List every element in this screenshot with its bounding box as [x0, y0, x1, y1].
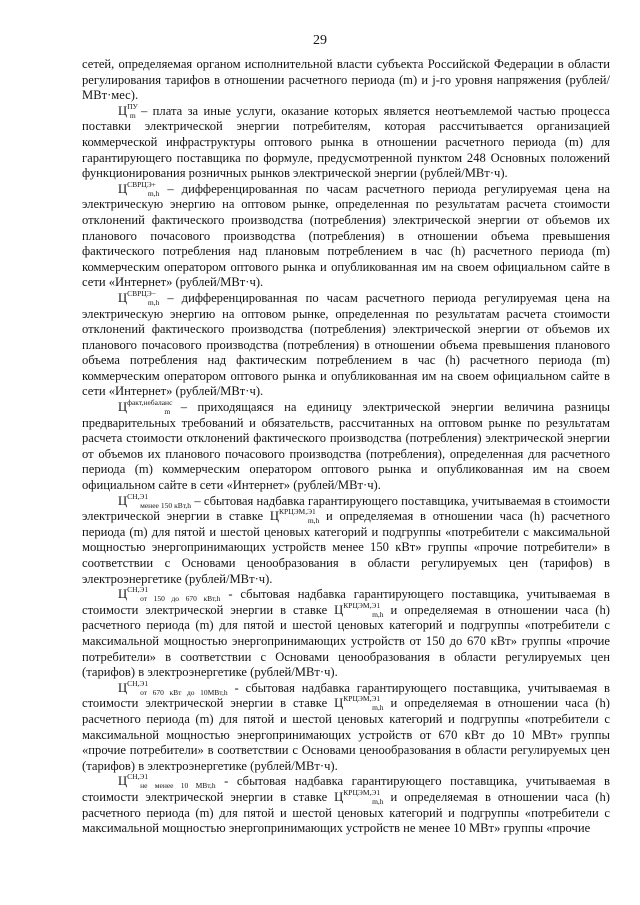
formula-symbol: $Ц^{СН,Э1}_{менее 150 кВт,h}$	[118, 491, 192, 510]
definition-text-cont: и определяемая в отношении часа (h) расчетного периода (m) для пятой и шестой ценовых категорий и подгруппы «потребители с максимальной мощностью энергопринимающих устройств от 150 до 670 кВт» группы «прочие потребители» в соответствии с Основами ценообразования в области регулируемых цен (тарифов) в электроэнергетике (рублей/МВт·ч).	[82, 602, 610, 680]
formula-symbol-inline: $^{КРЦЭМ,Э1}_{m,h}$	[279, 507, 320, 526]
definition-sn-670-10mw	[82, 678, 611, 775]
definition-text: – сбытовая надбавка гарантирующего поставщика, учитываемая в стоимости электрической энергии в ставке Ц	[82, 493, 611, 524]
formula-symbol: $Ц^{СВРЦЭ+}_{m,h}$	[118, 179, 160, 198]
formula-symbol-inline: $^{КРЦЭМ,Э1}_{m,h}$	[343, 694, 384, 713]
formula-symbol: $Ц^{факт,небаланс}_m$	[118, 398, 173, 417]
definition-text: – приходящаяся на единицу электрической энергии величина разницы предварительных требований и обязательств, рассчитанных на оптовом рынке по результатам расчета стоимости отклонений фактического производства (потребления) электрической энергии от объемов их планового почасового производства (потребления), определенная для расчетного периода (m) коммерческим оператором оптового рынка и опубликованная им на своем официальном сайте в сети «Интернет» (рублей/МВт·ч).	[82, 400, 610, 493]
definition-text: – дифференцированная по часам расчетного периода регулируемая цена на электрическую энергию на оптовом рынке, определенная по результатам расчета стоимости отклонений фактического производства (потребления) электрической энергии от объемов их планового почасового производства (потребления) в отношении объема превышения планового объема потребления над фактическим потреблением в час (h) расчетного периода (m) коммерческим оператором оптового рынка и опубликованная им на своем официальном сайте в сети «Интернет» (рублей/МВт·ч).	[82, 290, 610, 399]
definition-svrce-plus	[82, 179, 610, 291]
document-body	[82, 57, 610, 837]
formula-symbol: $Ц^{СН,Э1}_{от 150 до 670 кВт,h}$	[118, 585, 221, 604]
definition-pu	[82, 101, 610, 182]
definition-text-cont: и определяемая в отношении часа (h) расчетного периода (m) для пятой и шестой ценовых категорий и подгруппы «потребители с максимальной мощностью энергопринимающих устройств не менее 10 МВт» группы «прочие	[82, 789, 610, 836]
paragraph-text: сетей, определяемая органом исполнительной власти субъекта Российской Федерации в области регулирования тарифов в отношении расчетного периода (m) и j-го уровня напряжения (рублей/МВт·мес).	[82, 57, 610, 103]
definition-sn-less-150	[82, 491, 611, 588]
formula-symbol: $Ц^{ПУ}_m$	[118, 101, 138, 120]
paragraph-continuation	[82, 57, 610, 104]
formula-symbol: $Ц^{СН,Э1}_{не менее 10 МВт,h}$	[118, 772, 216, 791]
definition-svrce-minus	[82, 288, 610, 400]
definition-sn-150-670	[82, 587, 610, 681]
definition-fact-nebalans	[82, 400, 610, 494]
definition-text: - сбытовая надбавка гарантирующего поставщика, учитываемая в стоимости электрической энергии в ставке Ц	[82, 680, 611, 711]
formula-symbol-inline: $^{КРЦЭМ,Э1}_{m,h}$	[343, 787, 384, 806]
definition-sn-10mw-plus	[82, 774, 610, 836]
definition-text: – плата за иные услуги, оказание которых является неотъемлемой частью процесса поставки электрической энергии потребителям, которая рассчитывается организацией коммерческой инфраструктуры оптового рынка в отношении расчетного периода (m) для гарантирующего поставщика по формуле, предусмотренной пунктом 248 Основных положений функционирования розничных рынков электрической энергии (рублей/МВт·ч).	[82, 103, 610, 181]
definition-text: - сбытовая надбавка гарантирующего поставщика, учитываемая в стоимости электрической энергии в ставке Ц	[82, 774, 610, 804]
definition-text: - сбытовая надбавка гарантирующего поставщика, учитываемая в стоимости электрической энергии в ставке Ц	[82, 587, 611, 617]
definition-text-cont: и определяемая в отношении часа (h) расчетного периода (m) для пятой и шестой ценовых категорий и подгруппы «потребители с максимальной мощностью энергопринимающих устройств менее 150 кВт» группы «прочие потребители» в соответствии с Основами ценообразования в области регулируемых цен (тарифов) в электроэнергетике (рублей/МВт·ч).	[82, 509, 610, 586]
formula-symbol: $Ц^{СВРЦЭ-}_{m,h}$	[118, 288, 160, 307]
definition-text: – дифференцированная по часам расчетного периода регулируемая цена на электрическую энергию на оптовом рынке, определенная по результатам расчета стоимости отклонений фактического производства (потребления) электрической энергии от объемов их планового почасового производства (потребления) в отношении объема превышения фактического потребления над плановым потреблением в час (h) расчетного периода (m) коммерческим оператором оптового рынка и опубликованная им на своем официальном сайте в сети «Интернет» (рублей/МВт·ч).	[82, 181, 610, 290]
formula-symbol: $Ц^{СН,Э1}_{от 670 кВт до 10МВт,h}$	[118, 678, 228, 697]
definition-text-cont: и определяемая в отношении часа (h) расчетного периода (m) для пятой и шестой ценовых категорий и подгруппы «потребители с максимальной мощностью энергопринимающих устройств от 670 кВт до 10 МВт» группы «прочие потребители» в соответствии с Основами ценообразования в области регулируемых цен (тарифов) в электроэнергетике (рублей/МВт·ч).	[82, 696, 610, 773]
formula-symbol-inline: $^{КРЦЭМ,Э1}_{m,h}$	[343, 600, 384, 619]
page-number: 29	[313, 33, 327, 48]
